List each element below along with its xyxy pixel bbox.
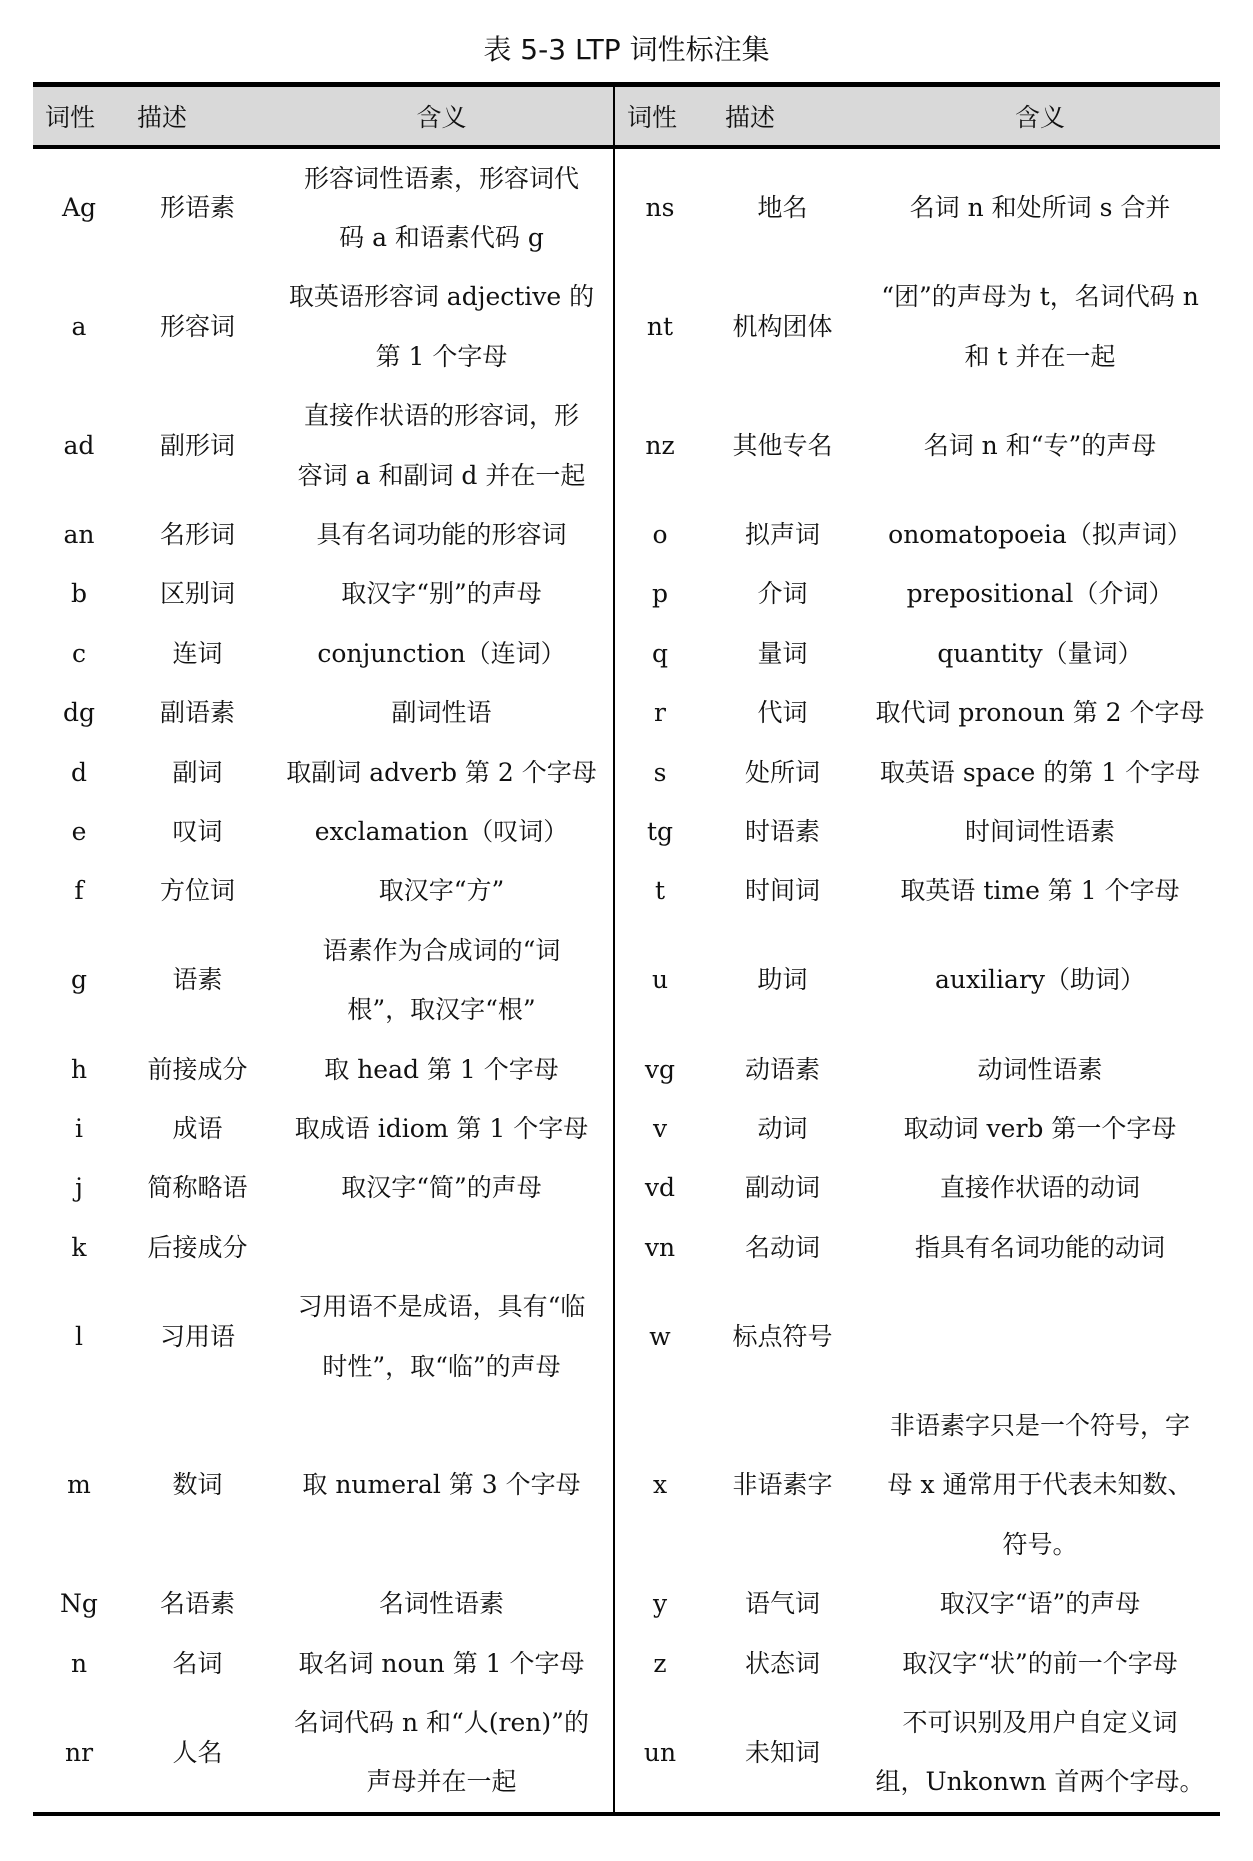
cell-description: 成语 bbox=[172, 1114, 223, 1143]
cell-tag: h bbox=[70, 1054, 88, 1084]
table-row bbox=[33, 1158, 1220, 1217]
cell-description: 名形词 bbox=[159, 519, 235, 549]
cell-meaning: 取英语形容词 adjective 的 第 1 个字母 bbox=[288, 282, 595, 371]
cell-meaning: 习用语不是成语，具有“临 时性”，取“临”的声母 bbox=[297, 1292, 586, 1381]
cell-description: 名词 bbox=[172, 1648, 223, 1678]
cell-tag: e bbox=[71, 816, 87, 846]
cell-tag: k bbox=[71, 1232, 87, 1262]
cell-meaning: 具有名词功能的形容词 bbox=[316, 519, 567, 549]
cell-meaning: 取汉字“方” bbox=[378, 876, 505, 906]
cell-meaning: 取汉字“语”的声母 bbox=[939, 1589, 1141, 1619]
cell-description: 叹词 bbox=[172, 816, 223, 846]
cell-meaning: 取汉字“状”的前一个字母 bbox=[902, 1648, 1178, 1678]
cell-description: 简称略语 bbox=[147, 1173, 248, 1203]
cell-description: 名动词 bbox=[744, 1232, 820, 1262]
cell-description: 习用语 bbox=[159, 1321, 235, 1351]
cell-tag: g bbox=[70, 965, 87, 995]
cell-description: 动语素 bbox=[744, 1054, 820, 1084]
cell-meaning: 名词 n 和“专”的声母 bbox=[923, 430, 1157, 460]
cell-description: 数词 bbox=[172, 1470, 223, 1500]
cell-description: 机构团体 bbox=[732, 312, 833, 342]
cell-meaning: 取英语 time 第 1 个字母 bbox=[900, 876, 1180, 906]
cell-tag: m bbox=[67, 1470, 91, 1500]
cell-meaning: 指具有名词功能的动词 bbox=[914, 1232, 1165, 1262]
table-row bbox=[33, 1693, 1220, 1814]
cell-description: 形语素 bbox=[159, 193, 235, 223]
cell-meaning: “团”的声母为 t，名词代码 n 和 t 并在一起 bbox=[881, 282, 1199, 371]
cell-tag: n bbox=[70, 1648, 88, 1678]
cell-tag: x bbox=[614, 1396, 705, 1574]
table-row bbox=[33, 1218, 1220, 1277]
cell-tag: u bbox=[614, 921, 705, 1040]
cell-description: 副形词 bbox=[159, 430, 235, 460]
cell-meaning: prepositional（介词） bbox=[906, 579, 1174, 609]
cell-description: 副词 bbox=[172, 757, 223, 787]
cell-tag: ns bbox=[614, 147, 705, 268]
cell-meaning: exclamation（叹词） bbox=[314, 816, 569, 846]
cell-meaning: 副词性语 bbox=[391, 698, 492, 728]
cell-tag: q bbox=[614, 624, 705, 683]
cell-description: 副语素 bbox=[159, 698, 235, 728]
cell-tag: Ag bbox=[61, 193, 97, 223]
cell-meaning: 取 head 第 1 个字母 bbox=[324, 1054, 559, 1084]
cell-meaning: 取汉字“别”的声母 bbox=[341, 579, 542, 609]
cell-description: 拟声词 bbox=[744, 519, 820, 549]
cell-tag: dg bbox=[62, 698, 95, 728]
cell-tag: an bbox=[63, 519, 95, 549]
cell-meaning bbox=[270, 1218, 614, 1277]
cell-meaning: 取成语 idiom 第 1 个字母 bbox=[294, 1114, 589, 1143]
cell-description: 介词 bbox=[757, 579, 808, 609]
cell-tag: vg bbox=[614, 1040, 705, 1099]
cell-meaning: 取英语 space 的第 1 个字母 bbox=[879, 757, 1201, 787]
cell-description: 人名 bbox=[172, 1737, 223, 1767]
cell-description: 代词 bbox=[757, 698, 808, 728]
cell-description: 非语素字 bbox=[732, 1470, 833, 1500]
cell-meaning: 形容词性语素，形容词代 码 a 和语素代码 g bbox=[303, 163, 579, 252]
cell-tag: un bbox=[614, 1693, 705, 1814]
cell-tag: nr bbox=[64, 1737, 94, 1767]
cell-tag: nz bbox=[614, 386, 705, 505]
table-row bbox=[33, 1396, 1220, 1574]
cell-meaning: 取名词 noun 第 1 个字母 bbox=[298, 1648, 585, 1678]
cell-tag: b bbox=[70, 579, 87, 609]
pos-tag-table bbox=[33, 82, 1220, 1816]
table-row bbox=[33, 267, 1220, 386]
cell-description: 状态词 bbox=[744, 1648, 820, 1678]
table-row bbox=[33, 802, 1220, 861]
cell-meaning: 取动词 verb 第一个字母 bbox=[903, 1114, 1177, 1143]
table-caption: 表 5-3 LTP 词性标注集 bbox=[483, 33, 770, 66]
cell-meaning: 直接作状语的动词 bbox=[939, 1173, 1140, 1203]
cell-meaning: 取代词 pronoun 第 2 个字母 bbox=[875, 698, 1205, 728]
cell-tag: o bbox=[614, 505, 705, 564]
cell-description: 地名 bbox=[757, 193, 808, 223]
header-description: 描述 bbox=[137, 102, 188, 132]
cell-tag: l bbox=[75, 1321, 83, 1351]
cell-tag: vd bbox=[614, 1158, 705, 1217]
cell-tag: a bbox=[71, 312, 87, 342]
cell-description: 其他专名 bbox=[732, 430, 833, 460]
cell-meaning: 取 numeral 第 3 个字母 bbox=[302, 1470, 581, 1500]
cell-meaning: 直接作状语的形容词，形 容词 a 和副词 d 并在一起 bbox=[297, 401, 586, 490]
cell-meaning: 不可识别及用户自定义词 组，Unkonwn 首两个字母。 bbox=[875, 1708, 1205, 1797]
cell-meaning: 取汉字“简”的声母 bbox=[341, 1173, 542, 1203]
cell-tag: tg bbox=[614, 802, 705, 861]
cell-tag: nt bbox=[614, 267, 705, 386]
cell-description: 形容词 bbox=[159, 312, 235, 342]
cell-description: 时间词 bbox=[744, 876, 820, 906]
cell-tag: p bbox=[614, 564, 705, 623]
header-tag: 词性 bbox=[45, 102, 96, 132]
cell-description: 副动词 bbox=[744, 1173, 820, 1203]
cell-description: 语素 bbox=[172, 965, 223, 995]
cell-tag: s bbox=[614, 743, 705, 802]
cell-description: 时语素 bbox=[744, 816, 820, 846]
cell-description: 方位词 bbox=[159, 876, 235, 906]
cell-meaning: 名词性语素 bbox=[378, 1589, 504, 1619]
cell-tag: v bbox=[614, 1099, 705, 1158]
cell-meaning: 动词性语素 bbox=[977, 1054, 1103, 1084]
cell-tag: w bbox=[614, 1277, 705, 1396]
cell-meaning: auxiliary（助词） bbox=[934, 965, 1146, 995]
cell-description: 后接成分 bbox=[147, 1232, 248, 1262]
table-row bbox=[33, 147, 1220, 268]
cell-meaning: quantity（量词） bbox=[937, 638, 1143, 668]
table-row bbox=[33, 624, 1220, 683]
header-tag: 词性 bbox=[614, 85, 705, 147]
header-meaning: 含义 bbox=[416, 102, 467, 132]
table-row bbox=[33, 683, 1220, 742]
header-row bbox=[33, 85, 1220, 147]
cell-tag: Ng bbox=[60, 1589, 98, 1619]
cell-description: 语气词 bbox=[744, 1589, 820, 1619]
cell-tag: z bbox=[614, 1634, 705, 1693]
table-row bbox=[33, 1277, 1220, 1396]
table-row bbox=[33, 564, 1220, 623]
cell-tag: f bbox=[74, 876, 84, 906]
cell-description: 区别词 bbox=[159, 579, 235, 609]
cell-description: 标点符号 bbox=[732, 1321, 833, 1351]
cell-description: 未知词 bbox=[744, 1737, 820, 1767]
cell-meaning: 语素作为合成词的“词 根”，取汉字“根” bbox=[322, 935, 561, 1025]
cell-meaning bbox=[860, 1277, 1220, 1396]
cell-meaning: 名词 n 和处所词 s 合并 bbox=[909, 193, 1171, 223]
cell-tag: j bbox=[75, 1173, 83, 1203]
table-row bbox=[33, 743, 1220, 802]
header-meaning: 含义 bbox=[1014, 102, 1065, 132]
cell-description: 处所词 bbox=[744, 757, 820, 787]
cell-description: 连词 bbox=[172, 638, 223, 668]
cell-meaning: 时间词性语素 bbox=[964, 816, 1115, 846]
cell-tag: y bbox=[614, 1574, 705, 1633]
cell-tag: i bbox=[75, 1114, 83, 1143]
table-row bbox=[33, 861, 1220, 920]
cell-description: 量词 bbox=[757, 638, 808, 668]
cell-meaning: 名词代码 n 和“人(ren)”的 声母并在一起 bbox=[294, 1708, 589, 1797]
table-row bbox=[33, 505, 1220, 564]
cell-meaning: 取副词 adverb 第 2 个字母 bbox=[286, 757, 597, 787]
cell-tag: d bbox=[70, 757, 87, 787]
header-description: 描述 bbox=[725, 102, 776, 132]
cell-description: 前接成分 bbox=[147, 1054, 248, 1084]
table-row bbox=[33, 1099, 1220, 1158]
cell-description: 名语素 bbox=[159, 1589, 235, 1619]
table-row bbox=[33, 1634, 1220, 1693]
cell-tag: r bbox=[614, 683, 705, 742]
cell-tag: vn bbox=[614, 1218, 705, 1277]
table-row bbox=[33, 1040, 1220, 1099]
table-row bbox=[33, 386, 1220, 505]
table-row bbox=[33, 921, 1220, 1040]
table-row bbox=[33, 1574, 1220, 1633]
cell-description: 动词 bbox=[757, 1114, 808, 1143]
cell-tag: ad bbox=[63, 430, 95, 460]
cell-meaning: 非语素字只是一个符号，字 母 x 通常用于代表未知数、 符号。 bbox=[887, 1411, 1193, 1559]
cell-description: 助词 bbox=[757, 965, 808, 995]
cell-tag: c bbox=[71, 638, 86, 668]
cell-meaning: onomatopoeia（拟声词） bbox=[888, 519, 1192, 549]
cell-tag: t bbox=[614, 861, 705, 920]
cell-meaning: conjunction（连词） bbox=[317, 638, 566, 668]
